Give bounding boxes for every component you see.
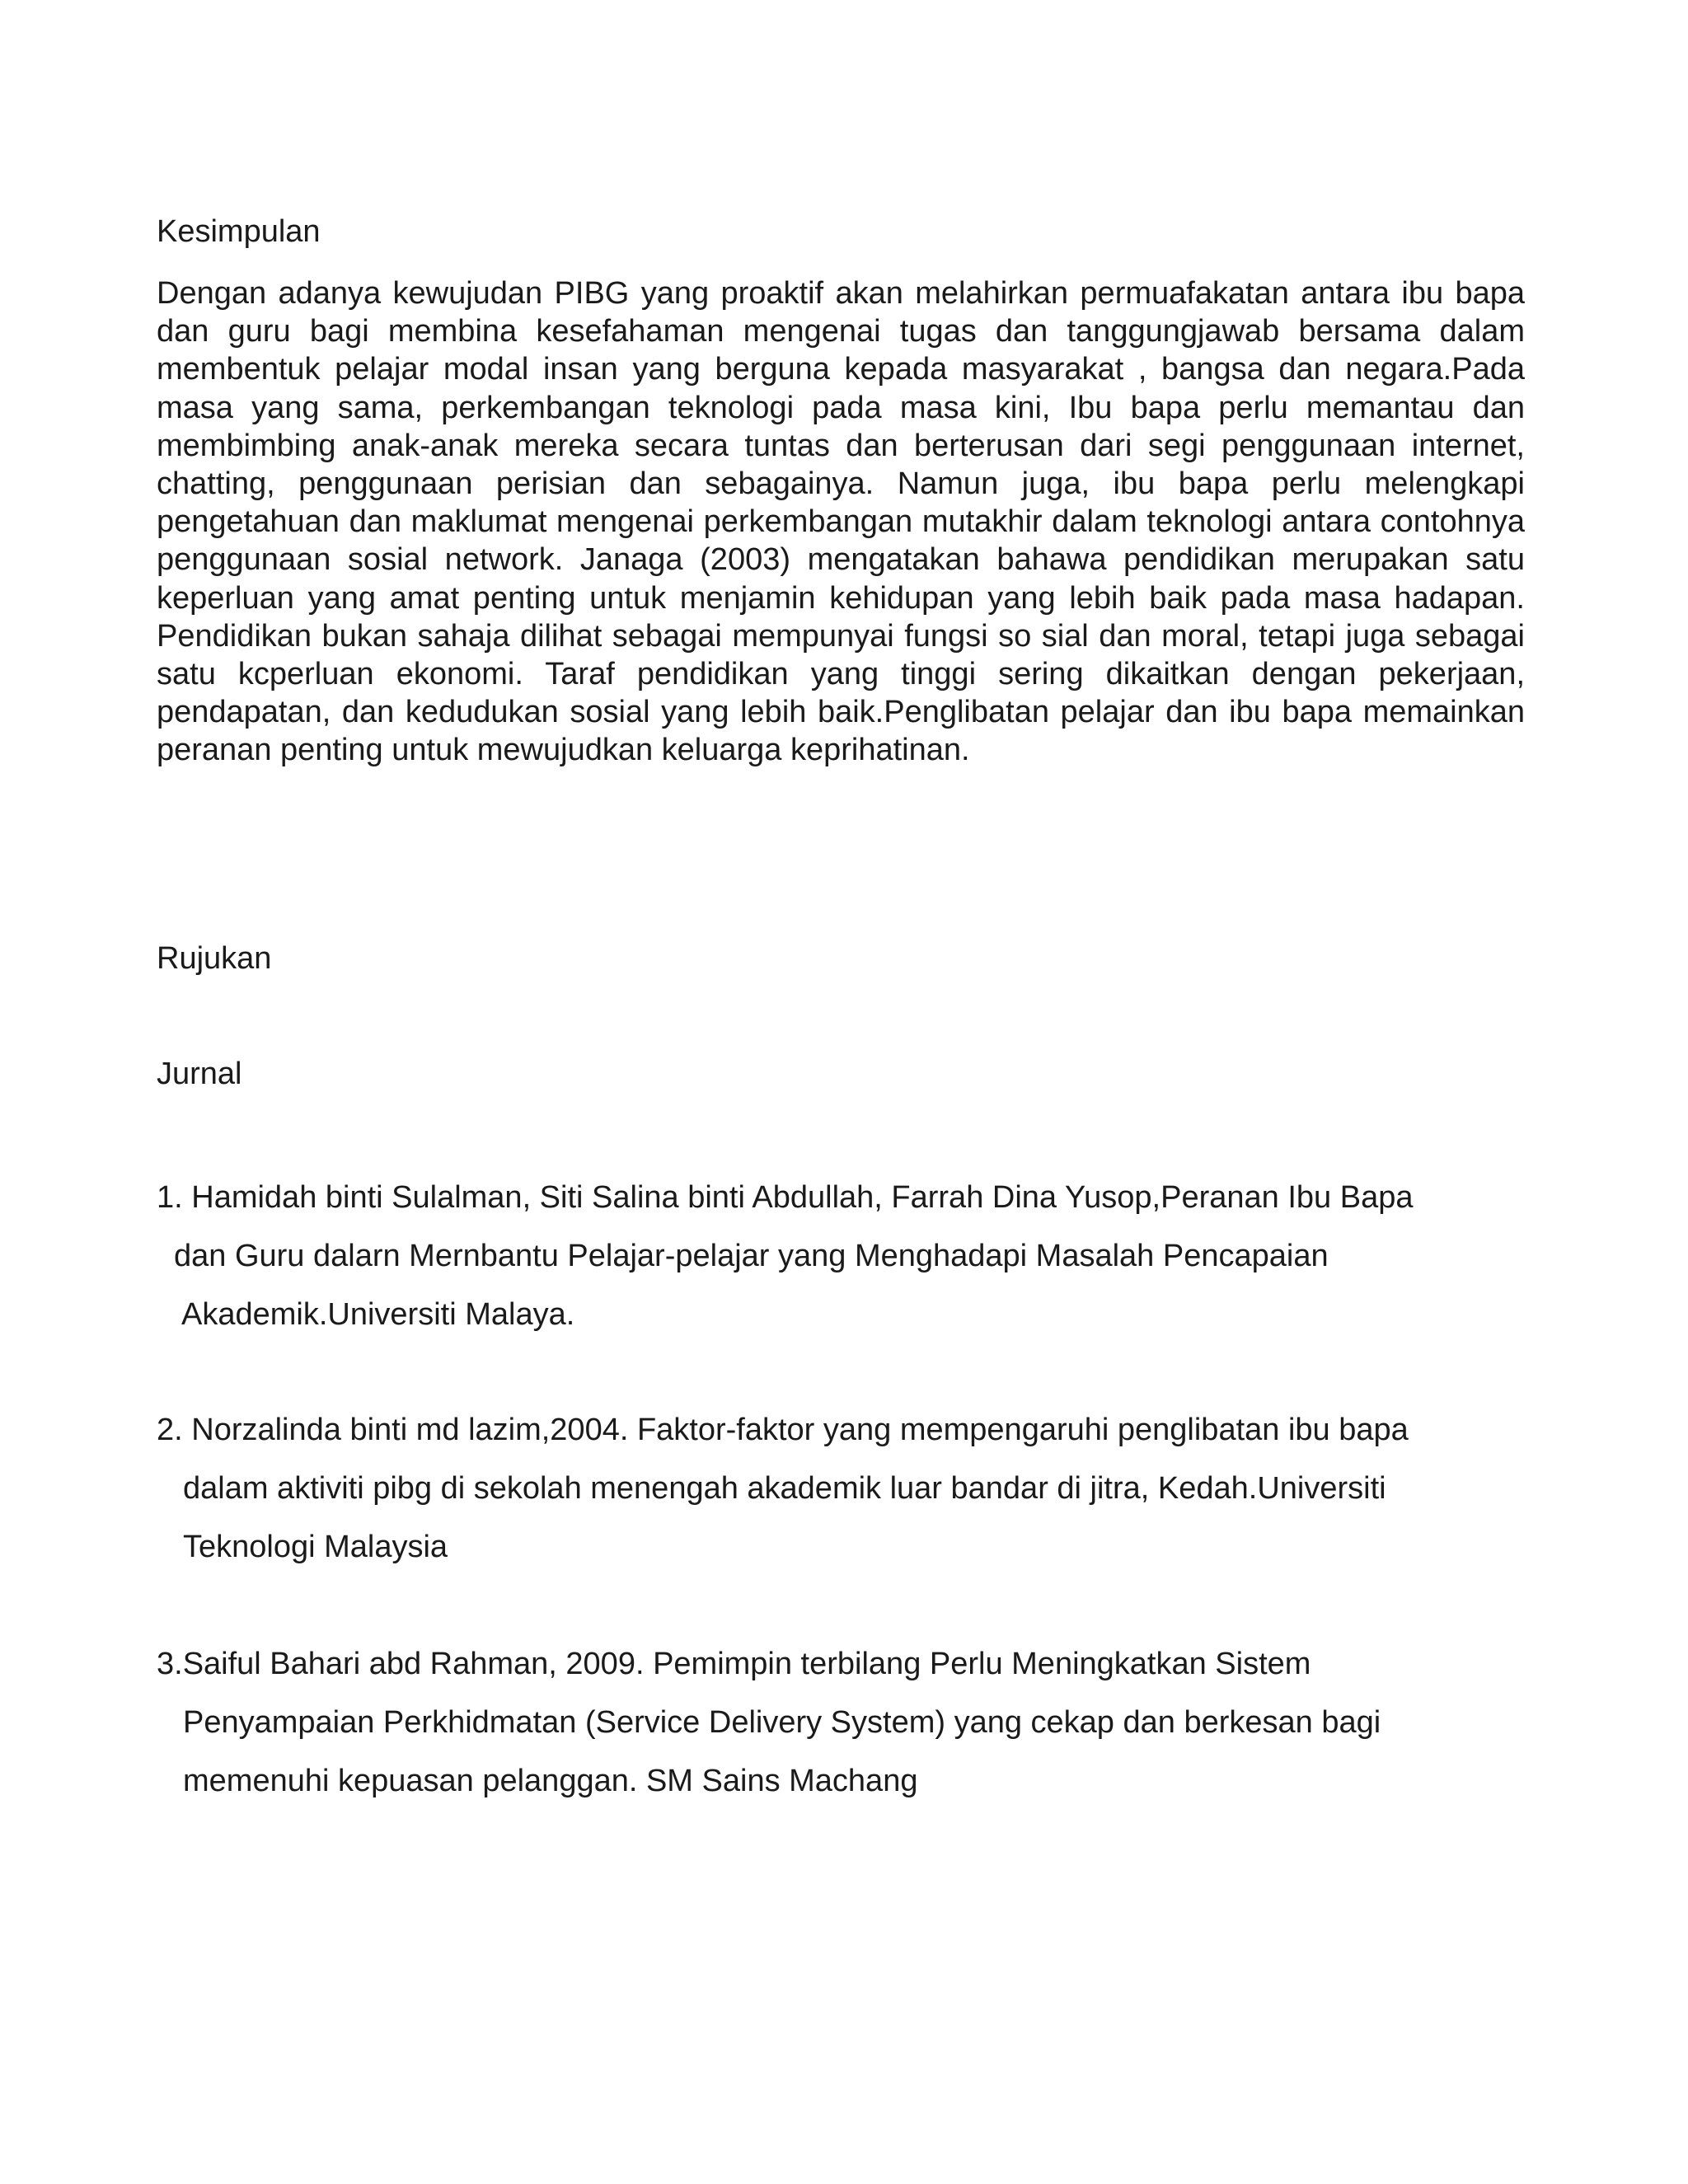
reference-line: dalam aktiviti pibg di sekolah menengah akademik luar bandar di jitra, Kedah.Universiti <box>183 1471 1386 1506</box>
reference-line: Akademik.Universiti Malaya. <box>181 1297 575 1332</box>
reference-line: 1. Hamidah binti Sulalman, Siti Salina binti Abdullah, Farrah Dina Yusop,Peranan Ibu Bapa <box>157 1180 1414 1215</box>
journal-subheading: Jurnal <box>157 1057 242 1091</box>
reference-line: memenuhi kepuasan pelanggan. SM Sains Machang <box>183 1764 918 1798</box>
reference-item-2 <box>157 1401 1525 1577</box>
conclusion-heading: Kesimpulan <box>157 214 321 249</box>
reference-line: Teknologi Malaysia <box>183 1530 448 1564</box>
reference-line: 3.Saiful Bahari abd Rahman, 2009. Pemimpin terbilang Perlu Meningkatkan Sistem <box>157 1647 1311 1681</box>
reference-line: 2. Norzalinda binti md lazim,2004. Faktor-faktor yang mempengaruhi penglibatan ibu bapa <box>157 1413 1409 1447</box>
reference-item-3 <box>157 1635 1525 1811</box>
conclusion-paragraph: Dengan adanya kewujudan PIBG yang proaktif akan melahirkan permuafakatan antara ibu bapa dan guru bagi membina kesefahaman mengenai tugas dan tanggungjawab bersama dalam membentuk pelajar modal insan yang berguna kepada masyarakat , bangsa dan negara.Pada masa yang sama, perkembangan teknologi pada masa kini, Ibu bapa perlu memantau dan membimbing anak-anak mereka secara tuntas dan berterusan dari segi penggunaan internet, chatting, penggunaan perisian dan sebagainya. Namun juga, ibu bapa perlu melengkapi pengetahuan dan maklumat mengenai perkembangan mutakhir dalam teknologi antara contohnya penggunaan sosial network. Janaga (2003) mengatakan bahawa pendidikan merupakan satu keperluan yang amat penting untuk menjamin kehidupan yang lebih baik pada masa hadapan. Pendidikan bukan sahaja dilihat sebagai mempunyai fungsi so sial dan moral, tetapi juga sebagai satu kcperluan ekonomi. Taraf pendidikan yang tinggi sering dikaitkan dengan pekerjaan, pendapatan, dan kedudukan sosial yang lebih baik.Penglibatan pelajar dan ibu bapa memainkan peranan penting untuk mewujudkan keluarga keprihatinan. <box>157 276 1525 768</box>
references-heading: Rujukan <box>157 941 272 976</box>
reference-line: Penyampaian Perkhidmatan (Service Delivery System) yang cekap dan berkesan bagi <box>183 1705 1381 1740</box>
reference-line: dan Guru dalarn Mernbantu Pelajar-pelajar yang Menghadapi Masalah Pencapaian <box>174 1239 1329 1273</box>
reference-item-1 <box>157 1169 1525 1344</box>
